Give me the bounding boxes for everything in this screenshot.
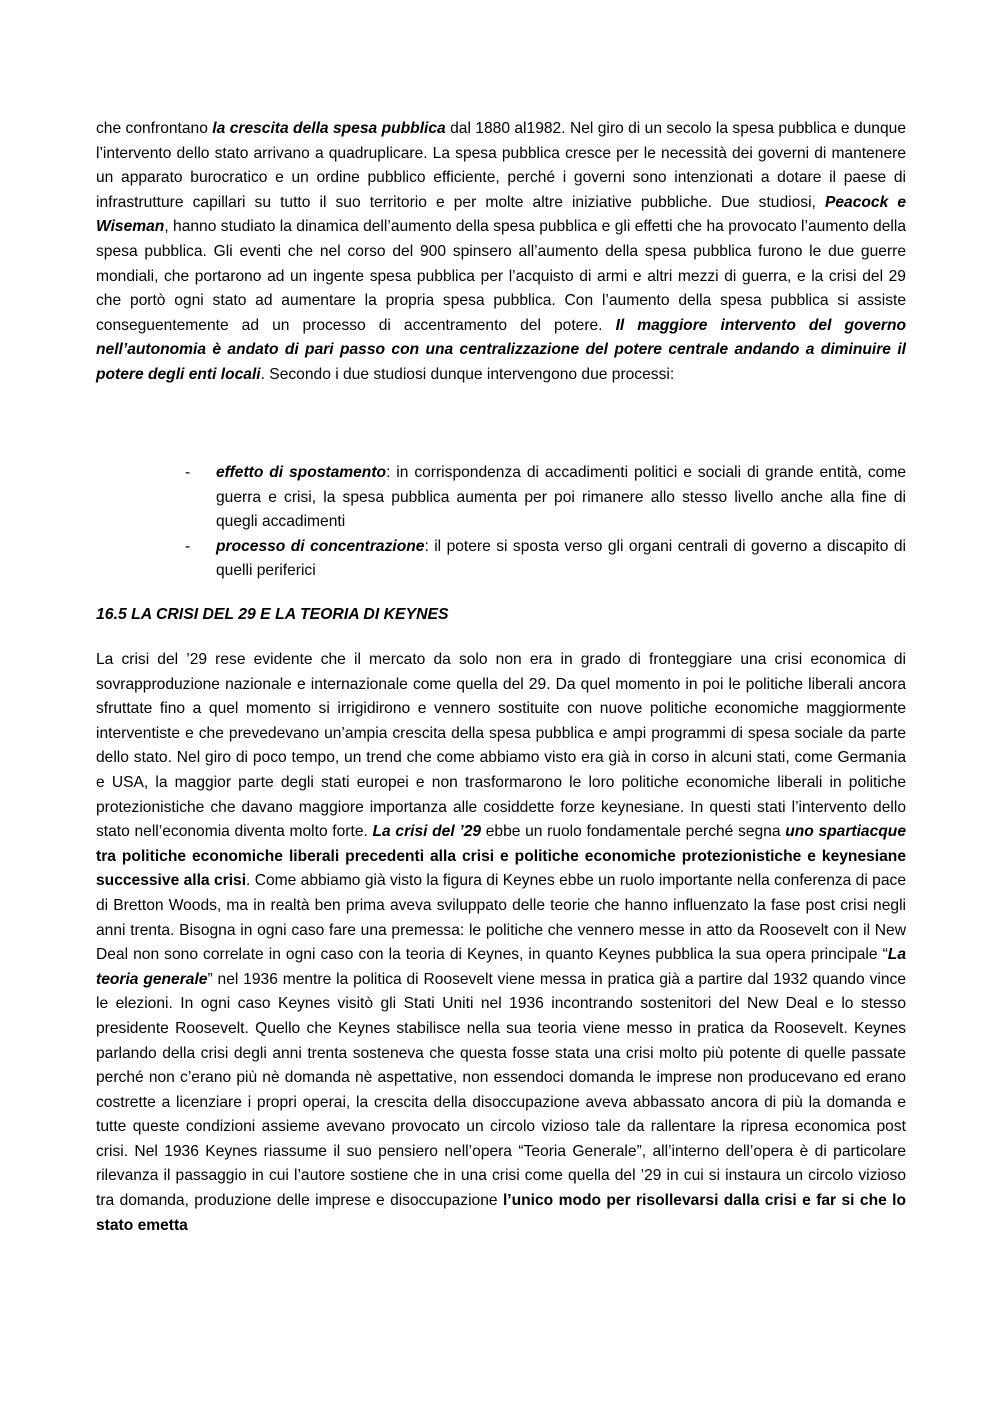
- emphasis-watershed: uno spartiacque: [785, 823, 906, 841]
- list-item-description: : in corrispondenza di accadimenti politici e sociali di grande entità, come guerra e crisi, la spesa pubblica aumenta per poi rimanere allo stesso livello anche alla fine di quegli accadimenti: [216, 464, 906, 531]
- list-item-text: [216, 535, 906, 584]
- list-dash: -: [185, 537, 191, 555]
- text-run: . Come abbiamo già visto la figura di Keynes ebbe un ruolo importante nella conferenza di pace di Bretton Woods, ma in realtà ben prima aveva sviluppato delle teorie che hanno influenzato la fase post crisi negli anni trenta. Bisogna in ogni caso fare una premessa: le politiche che vennero messe in atto da Roosevelt con il New Deal non sono correlate in ogni caso con la teoria di Keynes, in quanto Keynes pubblica la sua opera principale “: [96, 872, 906, 964]
- list-item: [0, 461, 1000, 535]
- emphasis-centralization: Il maggiore intervento del governo nell’autonomia è andato di pari passo con una centralizzazione del potere centrale andando a diminuire il potere degli enti locali: [96, 316, 906, 383]
- text-run: ” nel 1936 mentre la politica di Roosevelt viene messa in pratica già a partire dal 1932 quando vince le elezioni. In ogni caso Keynes visitò gli Stati Uniti nel 1936 incontrando sostenitori del New Deal e lo stesso presidente Roosevelt. Quello che Keynes stabilisce nella sua teoria viene messo in pratica da Roosevelt. Keynes parlando della crisi degli anni trenta sosteneva che questa fosse stata una crisi molto più potente di quelle passate perché non c’erano più nè domanda nè aspettative, non essendoci domanda le imprese non producevano ed erano costrette a licenziare i propri operai, la crescita della disoccupazione aveva abbassato ancora di più la domanda e tutte queste condizioni assieme avevano provocato un circolo vizioso tale da rallentare la ripresa economica post crisi. Nel 1936 Keynes riassume il suo pensiero nell’opera “Teoria Generale”, all’interno dell’opera è di particolare rilevanza il passaggio in cui l’autore sostiene che in una crisi come quella del ’29 in cui si instaura un circolo vizioso tra domanda, produzione delle imprese e disoccupazione: [96, 970, 906, 1210]
- list-item-term: processo di concentrazione: [216, 537, 425, 555]
- text-run: . Secondo i due studiosi dunque intervengono due processi:: [260, 365, 675, 383]
- emphasis-spending-growth: la crescita della spesa pubblica: [212, 120, 446, 137]
- paragraph-public-spending: [96, 117, 906, 388]
- list-item-description: : il potere si sposta verso gli organi centrali di governo a discapito di quelli periferici: [216, 537, 906, 580]
- list-item: [0, 535, 1000, 584]
- text-run: , hanno studiato la dinamica dell’aumento della spesa pubblica e gli effetti che ha provocato l’aumento della spesa pubblica. Gli eventi che nel corso del 900 spinsero all’aumento della spesa pubblica furono le due guerre mondiali, che portarono ad un ingente spesa pubblica per l’acquisto di armi e altri mezzi di guerra, e la crisi del 29 che portò ogni stato ad aumentare la propria spesa pubblica. Con l’aumento della spesa pubblica si assiste conseguentemente ad un processo di accentramento del potere.: [96, 218, 906, 334]
- text-run: ebbe un ruolo fondamentale perché segna: [481, 823, 786, 841]
- section-heading: 16.5 LA CRISI DEL 29 E LA TEORIA DI KEYNES: [96, 606, 449, 623]
- emphasis-peacock-wiseman: Peacock e Wiseman: [96, 193, 907, 236]
- list-dash: -: [185, 464, 191, 481]
- text-run: dal 1880 al1982. Nel giro di un secolo la spesa pubblica e dunque l’intervento dello stato arrivano a quadruplicare. La spesa pubblica cresce per le necessità dei governi di mantenere un apparato burocratico e un ordine pubblico efficiente, perché i governi sono intenzionati a dotare il paese di infrastrutture capillari su tutto il suo territorio e per molte altre iniziative pubbliche. Due studiosi,: [96, 120, 906, 211]
- text-run: che confrontano: [96, 120, 213, 137]
- list-item-text: [216, 461, 906, 535]
- emphasis-only-way: l’unico modo per risollevarsi dalla crisi e far si che lo stato emetta: [96, 1192, 906, 1234]
- text-run: La crisi del ’29 rese evidente che il mercato da solo non era in grado di fronteggiare una crisi economica di sovrapproduzione nazionale e internazionale come quella del 29. Da quel momento in poi le politiche liberali ancora sfruttate fino a quel momento si irrigidirono e vennero sostituite con nuove politiche economiche maggiormente interventiste e che prevedevano un’ampia crescita della spesa pubblica e ampi programmi di spesa sociale da parte dello stato. Nel giro di poco tempo, un trend che come abbiamo visto era già in corso in alcuni stati, come Germania e USA, la maggior parte degli stati europei e non trasformarono le loro politiche economiche liberali in politiche protezionistiche che davano maggiore importanza alle cosiddette forze keynesiane. In questi stati l’intervento dello stato nell’economia diventa molto forte.: [96, 651, 906, 841]
- list-item-term: effetto di spostamento: [216, 464, 387, 481]
- emphasis-policies: tra politiche economiche liberali precedenti alla crisi e politiche economiche protezionistiche e keynesiane successive alla crisi: [96, 847, 906, 890]
- emphasis-crisis-29: La crisi del ’29: [372, 823, 482, 841]
- emphasis-general-theory: La teoria generale: [96, 946, 906, 988]
- process-list: [0, 461, 1000, 584]
- paragraph-crisis-keynes: [96, 648, 906, 1238]
